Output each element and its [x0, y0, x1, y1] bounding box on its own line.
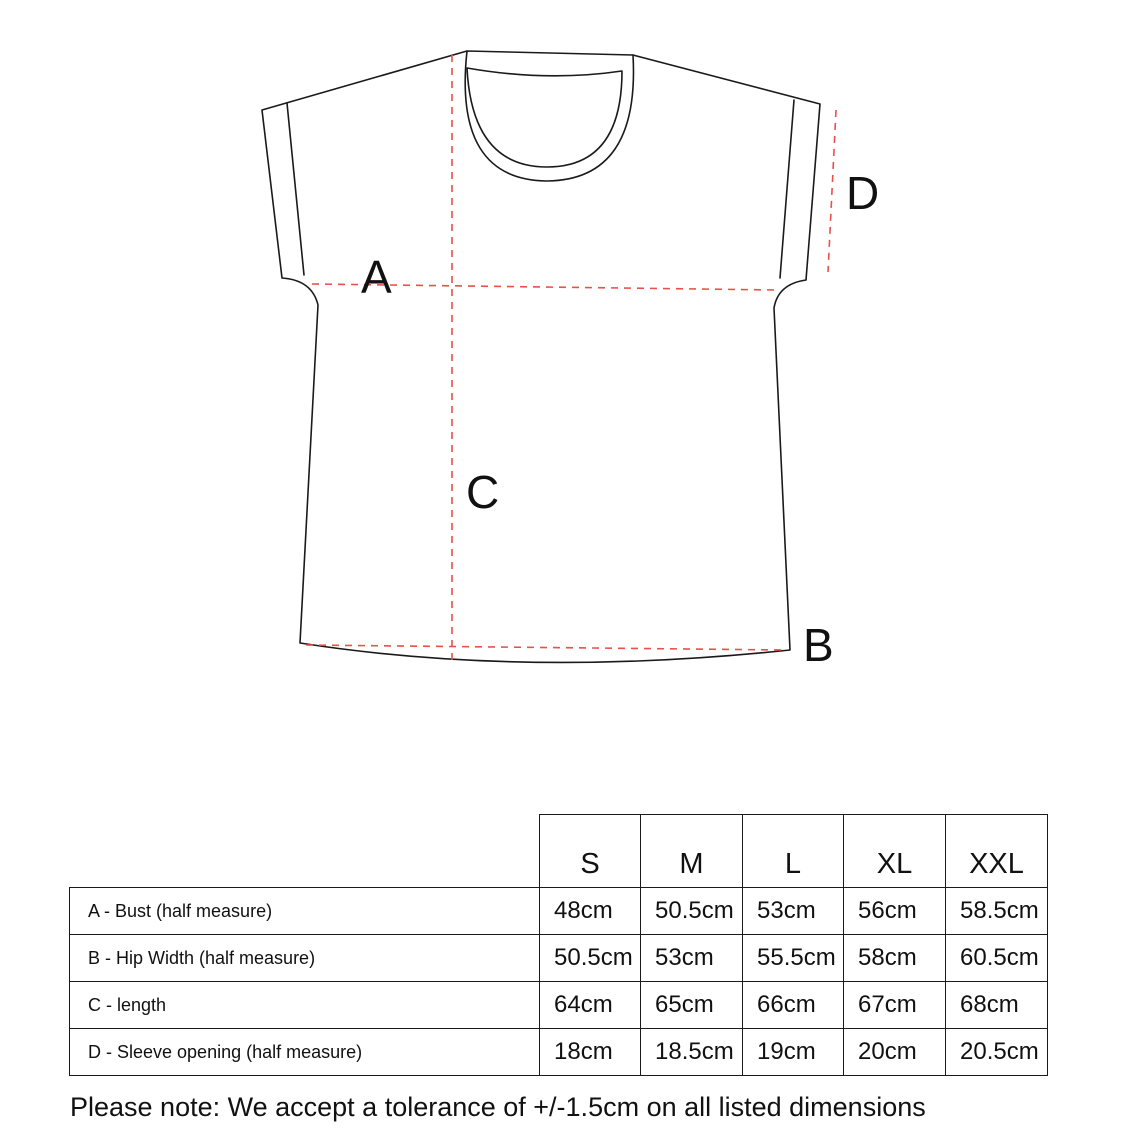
table-cell: 60.5cm — [946, 935, 1048, 982]
size-header-l: L — [743, 815, 844, 888]
table-cell: 48cm — [540, 888, 641, 935]
tolerance-note: Please note: We accept a tolerance of +/-1.5cm on all listed dimensions — [70, 1092, 926, 1122]
table-cell: 20.5cm — [946, 1029, 1048, 1076]
size-header-s: S — [540, 815, 641, 888]
row-label-bust: A - Bust (half measure) — [70, 888, 540, 935]
row-label-hip: B - Hip Width (half measure) — [70, 935, 540, 982]
table-cell: 53cm — [743, 888, 844, 935]
size-header-row — [70, 815, 1048, 888]
table-cell: 20cm — [844, 1029, 946, 1076]
table-cell: 18cm — [540, 1029, 641, 1076]
table-cell: 55.5cm — [743, 935, 844, 982]
neckline-outer — [465, 51, 633, 181]
table-cell: 19cm — [743, 1029, 844, 1076]
table-cell: 50.5cm — [641, 888, 743, 935]
table-cell: 58cm — [844, 935, 946, 982]
table-row — [70, 935, 1048, 982]
table-cell: 58.5cm — [946, 888, 1048, 935]
label-a: A — [361, 251, 392, 303]
table-cell: 64cm — [540, 982, 641, 1029]
size-table — [69, 814, 1048, 1076]
table-cell: 68cm — [946, 982, 1048, 1029]
table-cell: 53cm — [641, 935, 743, 982]
measure-line-hip — [306, 645, 784, 650]
label-c: C — [466, 466, 500, 518]
tshirt-outline — [262, 51, 820, 662]
right-sleeve-cuff — [780, 100, 794, 278]
table-row — [70, 1029, 1048, 1076]
label-b: B — [803, 619, 834, 671]
row-label-sleeve: D - Sleeve opening (half measure) — [70, 1029, 540, 1076]
table-row — [70, 982, 1048, 1029]
size-header-m: M — [641, 815, 743, 888]
neckline-inner — [467, 68, 622, 167]
size-header-xl: XL — [844, 815, 946, 888]
size-header-xxl: XXL — [946, 815, 1048, 888]
left-sleeve-cuff — [287, 103, 304, 275]
tshirt-body-outline — [262, 51, 820, 662]
measure-line-sleeve — [828, 110, 836, 272]
table-cell: 50.5cm — [540, 935, 641, 982]
table-cell: 67cm — [844, 982, 946, 1029]
row-label-length: C - length — [70, 982, 540, 1029]
table-cell: 66cm — [743, 982, 844, 1029]
table-cell: 18.5cm — [641, 1029, 743, 1076]
table-cell: 65cm — [641, 982, 743, 1029]
table-corner — [70, 815, 540, 888]
table-cell: 56cm — [844, 888, 946, 935]
table-row — [70, 888, 1048, 935]
label-d: D — [846, 167, 880, 219]
measure-lines — [306, 55, 836, 662]
